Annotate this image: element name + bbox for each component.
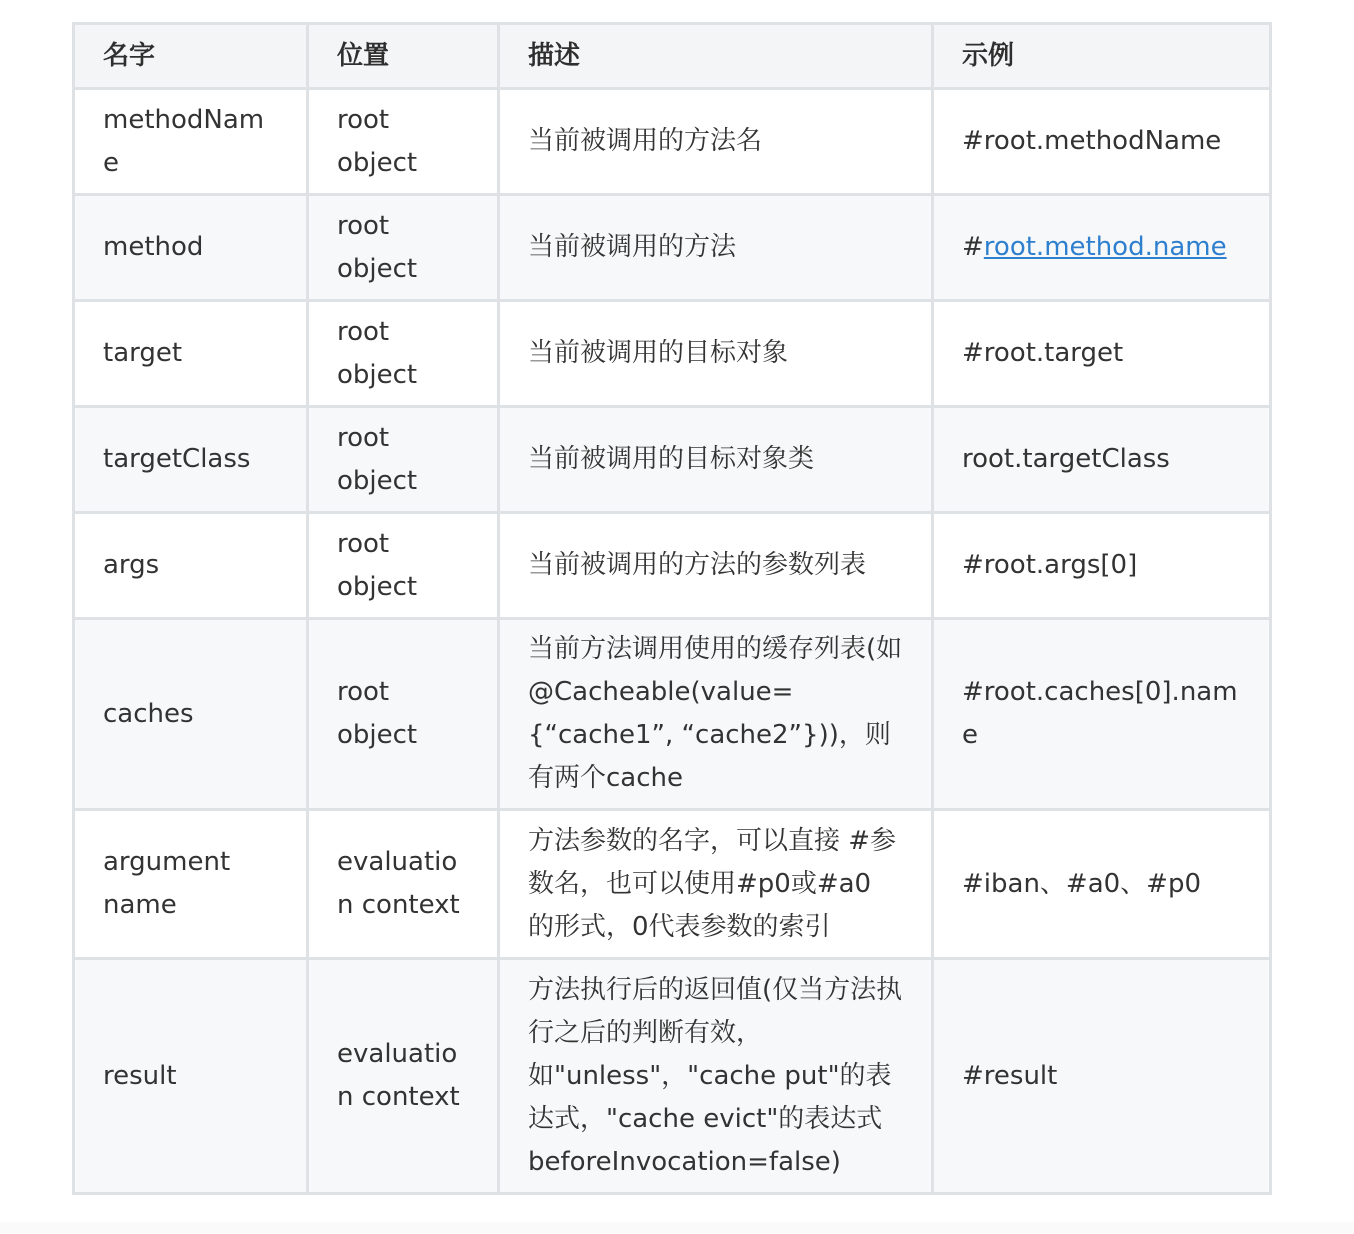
cell-example: #result <box>933 959 1271 1194</box>
table-row <box>74 959 1271 1194</box>
cell-location: evaluation context <box>308 959 499 1194</box>
cell-location: root object <box>308 407 499 513</box>
cell-location: root object <box>308 195 499 301</box>
table-row <box>74 195 1271 301</box>
cell-location: root object <box>308 619 499 810</box>
cell-name: method <box>74 195 308 301</box>
header-location: 位置 <box>308 24 499 89</box>
cell-example <box>933 195 1271 301</box>
cell-location: evaluation context <box>308 810 499 959</box>
spel-variables-table <box>72 22 1272 1195</box>
table-row <box>74 513 1271 619</box>
cell-example: #root.args[0] <box>933 513 1271 619</box>
cell-example: root.targetClass <box>933 407 1271 513</box>
cell-description: 方法参数的名字，可以直接 #参数名，也可以使用#p0或#a0 的形式，0代表参数的索引 <box>499 810 933 959</box>
cell-example: #iban、#a0、#p0 <box>933 810 1271 959</box>
cell-example: #root.caches[0].name <box>933 619 1271 810</box>
cell-description: 当前被调用的方法 <box>499 195 933 301</box>
cell-description: 当前被调用的目标对象类 <box>499 407 933 513</box>
cell-example: #root.methodName <box>933 89 1271 195</box>
example-text: # <box>962 232 984 262</box>
cell-description: 当前被调用的目标对象 <box>499 301 933 407</box>
cell-name: target <box>74 301 308 407</box>
cell-location: root object <box>308 301 499 407</box>
table-row <box>74 619 1271 810</box>
cell-name: methodName <box>74 89 308 195</box>
header-name: 名字 <box>74 24 308 89</box>
cell-description: 当前方法调用使用的缓存列表(如@Cacheable(value={“cache1”, “cache2”}))，则有两个cache <box>499 619 933 810</box>
header-example: 示例 <box>933 24 1271 89</box>
table-row <box>74 810 1271 959</box>
cell-description: 当前被调用的方法的参数列表 <box>499 513 933 619</box>
cell-description: 方法执行后的返回值(仅当方法执行之后的判断有效，如"unless"，"cache put"的表达式，"cache evict"的表达式beforeInvocation=false) <box>499 959 933 1194</box>
example-link[interactable]: root.method.name <box>983 232 1227 262</box>
page-bottom-edge <box>0 1222 1354 1234</box>
variables-table-container <box>72 22 1269 1195</box>
table-row <box>74 407 1271 513</box>
cell-example: #root.target <box>933 301 1271 407</box>
cell-description: 当前被调用的方法名 <box>499 89 933 195</box>
cell-name: targetClass <box>74 407 308 513</box>
table-row <box>74 301 1271 407</box>
cell-location: root object <box>308 513 499 619</box>
cell-name: caches <box>74 619 308 810</box>
table-header-row <box>74 24 1271 89</box>
cell-location: root object <box>308 89 499 195</box>
table-row <box>74 89 1271 195</box>
cell-name: argument name <box>74 810 308 959</box>
cell-name: args <box>74 513 308 619</box>
header-description: 描述 <box>499 24 933 89</box>
cell-name: result <box>74 959 308 1194</box>
